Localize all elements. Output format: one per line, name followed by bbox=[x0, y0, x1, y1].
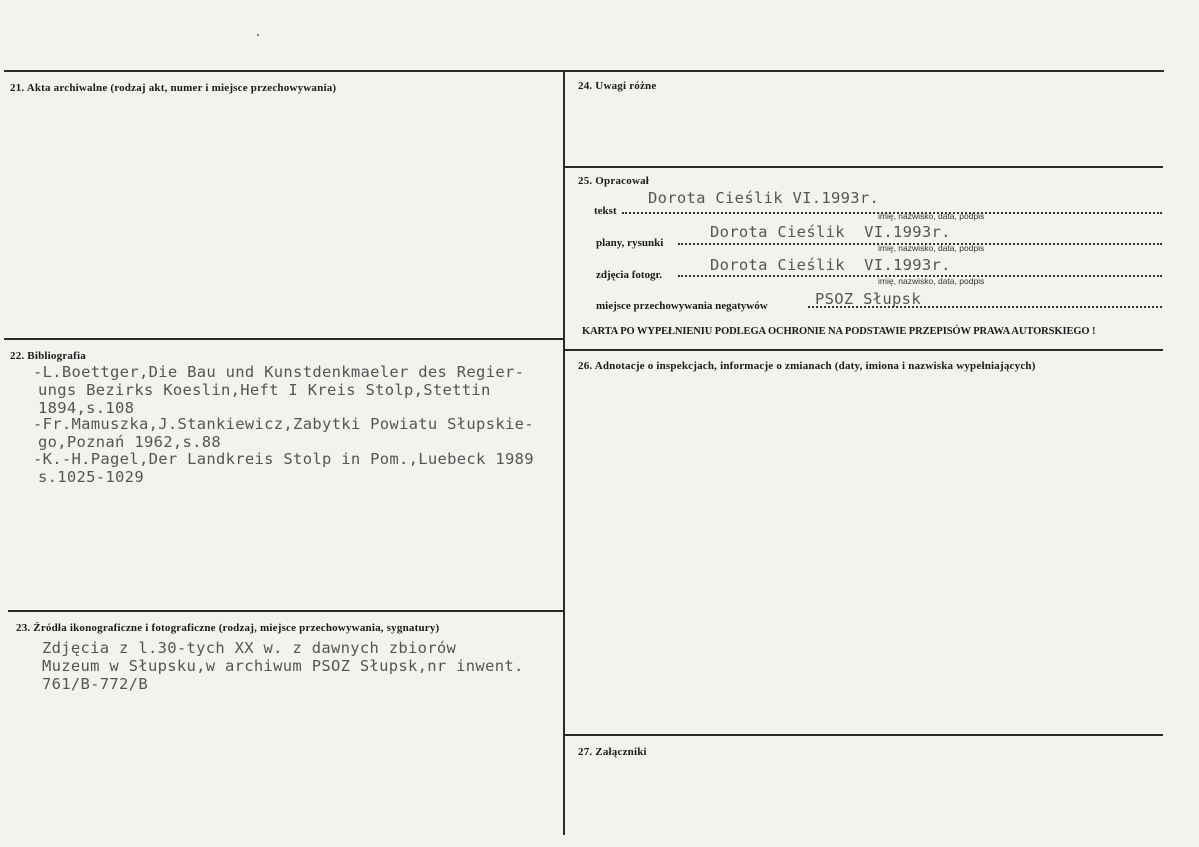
negatywy-dotted-line bbox=[808, 306, 1162, 308]
bibliography-line-1: -L.Boettger,Die Bau und Kunstdenkmaeler des Regier- bbox=[33, 363, 525, 381]
tekst-hint: imię, nazwisko, data, podpis bbox=[878, 211, 985, 221]
bibliography-line-6: -K.-H.Pagel,Der Landkreis Stolp in Pom.,Luebeck 1989 bbox=[33, 450, 534, 468]
paper-speck bbox=[257, 34, 259, 36]
section-23-label: 23. Źródła ikonograficzne i fotograficzne (rodzaj, miejsce przechowywania, sygnatury) bbox=[16, 622, 440, 634]
bibliography-line-4: -Fr.Mamuszka,J.Stankiewicz,Zabytki Powiatu Słupskie- bbox=[33, 415, 534, 433]
divider-24-25 bbox=[565, 166, 1163, 168]
divider-22-23 bbox=[8, 610, 563, 612]
center-divider-line bbox=[563, 70, 565, 835]
section-27-label: 27. Załączniki bbox=[578, 746, 647, 758]
plany-hint: imię, nazwisko, data, podpis bbox=[878, 243, 985, 253]
plany-label: plany, rysunki bbox=[596, 237, 664, 249]
negatywy-label: miejsce przechowywania negatywów bbox=[596, 300, 768, 312]
plany-value: Dorota Cieślik VI.1993r. bbox=[710, 223, 951, 241]
top-border-line bbox=[4, 70, 1164, 72]
section-26-label: 26. Adnotacje o inspekcjach, informacje o zmianach (daty, imiona i nazwiska wypełniających) bbox=[578, 360, 1036, 372]
negatywy-value: PSOZ Słupsk bbox=[815, 290, 921, 308]
section-22-label: 22. Bibliografia bbox=[10, 350, 86, 362]
iconography-line-3: 761/B-772/B bbox=[42, 675, 148, 693]
bibliography-line-5: go,Poznań 1962,s.88 bbox=[38, 433, 222, 451]
zdjecia-hint: imię, nazwisko, data, podpis bbox=[878, 276, 985, 286]
divider-25-26 bbox=[565, 349, 1163, 351]
tekst-label: tekst bbox=[594, 205, 617, 217]
copyright-notice: KARTA PO WYPEŁNIENIU PODLEGA OCHRONIE NA PODSTAWIE PRZEPISÓW PRAWA AUTORSKIEGO ! bbox=[582, 326, 1096, 337]
section-21-label: 21. Akta archiwalne (rodzaj akt, numer i miejsce przechowywania) bbox=[10, 82, 337, 94]
bibliography-line-2: ungs Bezirks Koeslin,Heft I Kreis Stolp,Stettin bbox=[38, 381, 491, 399]
bibliography-line-7: s.1025-1029 bbox=[38, 468, 144, 486]
section-24-label: 24. Uwagi różne bbox=[578, 80, 657, 92]
divider-21-22 bbox=[4, 338, 563, 340]
section-25-label: 25. Opracował bbox=[578, 175, 650, 187]
tekst-value: Dorota Cieślik VI.1993r. bbox=[648, 189, 880, 207]
divider-26-27 bbox=[565, 734, 1163, 736]
iconography-line-1: Zdjęcia z l.30-tych XX w. z dawnych zbiorów bbox=[42, 639, 457, 657]
iconography-line-2: Muzeum w Słupsku,w archiwum PSOZ Słupsk,nr inwent. bbox=[42, 657, 524, 675]
zdjecia-value: Dorota Cieślik VI.1993r. bbox=[710, 256, 951, 274]
zdjecia-label: zdjęcia fotogr. bbox=[596, 269, 663, 281]
bibliography-line-3: 1894,s.108 bbox=[38, 399, 135, 417]
